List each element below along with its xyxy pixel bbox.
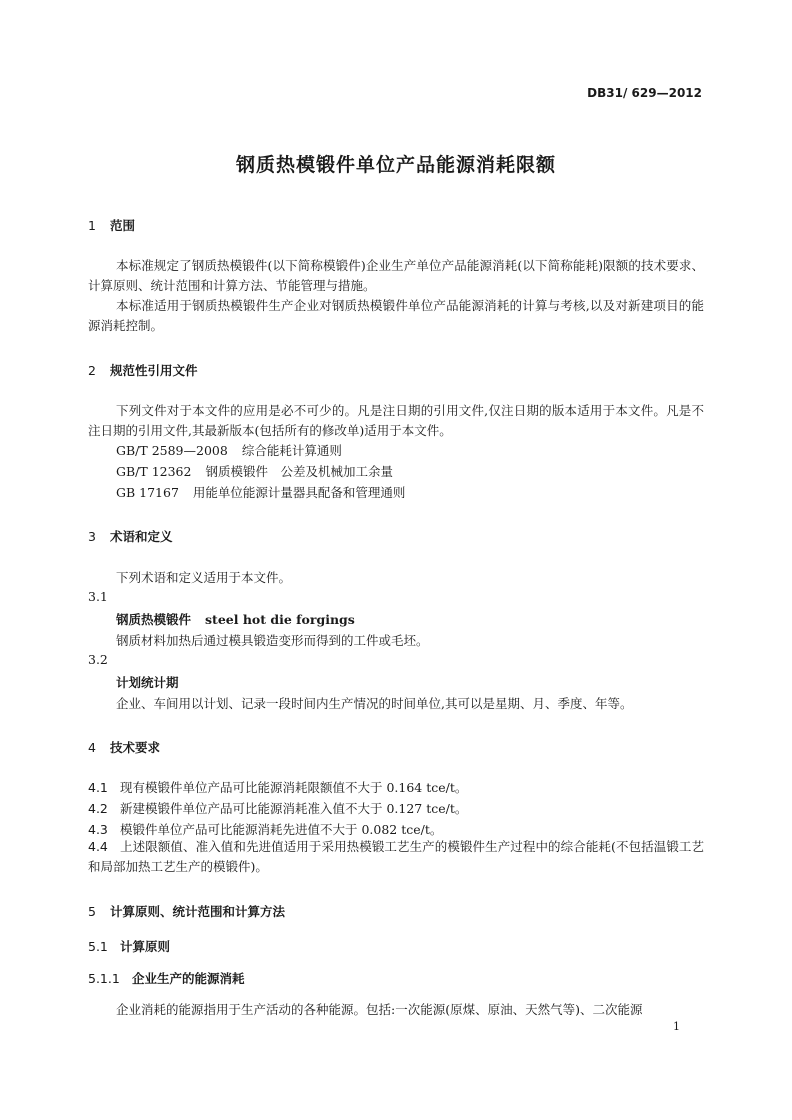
section-number: 5 [88, 904, 96, 919]
item-text: 上述限额值、准入值和先进值适用于采用热模锻工艺生产的模锻件生产过程中的综合能耗(不包括温锻工艺和局部加热工艺生产的模锻件)。 [88, 839, 704, 874]
item-number: 4.4 [88, 839, 108, 854]
reference-title: 用能单位能源计量器具配备和管理通则 [192, 485, 406, 500]
term-english: steel hot die forgings [205, 612, 355, 627]
reference-code: GB 17167 [116, 485, 179, 500]
section-2-paragraph-1: 下列文件对于本文件的应用是必不可少的。凡是注日期的引用文件,仅注日期的版本适用于本文件。凡是不注日期的引用文件,其最新版本(包括所有的修改单)适用于本文件。 [88, 403, 704, 438]
section-5-heading [88, 902, 285, 920]
subsection-number: 5.1.1 [88, 971, 120, 986]
requirement-item [88, 799, 467, 817]
section-title: 规范性引用文件 [110, 363, 198, 378]
reference-code: GB/T 2589—2008 [116, 443, 228, 458]
item-number: 4.1 [88, 780, 108, 795]
subsection-number: 5.1 [88, 939, 108, 954]
section-title: 技术要求 [110, 740, 161, 755]
term-number: 3.2 [88, 652, 108, 667]
reference-title: 综合能耗计算通则 [241, 443, 342, 458]
standard-code: DB31/ 629—2012 [587, 86, 702, 100]
term-definition: 企业、车间用以计划、记录一段时间内生产情况的时间单位,其可以是星期、月、季度、年等。 [116, 696, 633, 711]
section-number: 3 [88, 529, 96, 544]
section-3-heading [88, 527, 173, 545]
section-5-paragraph-1: 企业消耗的能源指用于生产活动的各种能源。包括:一次能源(原煤、原油、天然气等)、二次能源 [116, 1002, 643, 1017]
section-1-paragraph-1: 本标准规定了钢质热模锻件(以下简称模锻件)企业生产单位产品能源消耗(以下简称能耗)限额的技术要求、计算原则、统计范围和计算方法、节能管理与措施。 [88, 258, 704, 293]
section-1-paragraph-2: 本标准适用于钢质热模锻件生产企业对钢质热模锻件单位产品能源消耗的计算与考核,以及对新建项目的能源消耗控制。 [88, 298, 704, 333]
term-entry [116, 673, 179, 691]
subsection-5-1-1-heading [88, 969, 245, 987]
section-title: 术语和定义 [110, 529, 173, 544]
subsection-title: 企业生产的能源消耗 [132, 971, 245, 986]
term-chinese: 钢质热模锻件 [116, 612, 192, 627]
section-1-heading [88, 216, 135, 234]
reference-title: 钢质模锻件 公差及机械加工余量 [205, 464, 393, 479]
section-number: 2 [88, 363, 96, 378]
reference-item [116, 483, 405, 501]
section-2-heading [88, 361, 198, 379]
item-text: 新建模锻件单位产品可比能源消耗准入值不大于 0.127 tce/t。 [120, 801, 468, 816]
section-3-intro: 下列术语和定义适用于本文件。 [116, 570, 292, 585]
section-title: 计算原则、统计范围和计算方法 [110, 904, 286, 919]
requirement-item [88, 837, 704, 877]
item-text: 现有模锻件单位产品可比能源消耗限额值不大于 0.164 tce/t。 [120, 780, 468, 795]
section-title: 范围 [110, 218, 136, 233]
term-definition: 钢质材料加热后通过模具锻造变形而得到的工件或毛坯。 [116, 633, 429, 648]
item-number: 4.3 [88, 822, 108, 837]
item-text: 模锻件单位产品可比能源消耗先进值不大于 0.082 tce/t。 [120, 822, 443, 837]
requirement-item [88, 820, 442, 838]
term-number: 3.1 [88, 589, 108, 604]
section-number: 4 [88, 740, 96, 755]
reference-item [116, 441, 342, 459]
reference-item [116, 462, 393, 480]
section-number: 1 [88, 218, 96, 233]
term-entry [116, 610, 355, 628]
item-number: 4.2 [88, 801, 108, 816]
reference-code: GB/T 12362 [116, 464, 192, 479]
section-4-heading [88, 738, 160, 756]
page-number: 1 [673, 1020, 680, 1033]
subsection-5-1-heading [88, 937, 170, 955]
requirement-item [88, 778, 467, 796]
term-chinese: 计划统计期 [116, 675, 179, 690]
document-title: 钢质热模锻件单位产品能源消耗限额 [235, 154, 556, 176]
subsection-title: 计算原则 [120, 939, 171, 954]
